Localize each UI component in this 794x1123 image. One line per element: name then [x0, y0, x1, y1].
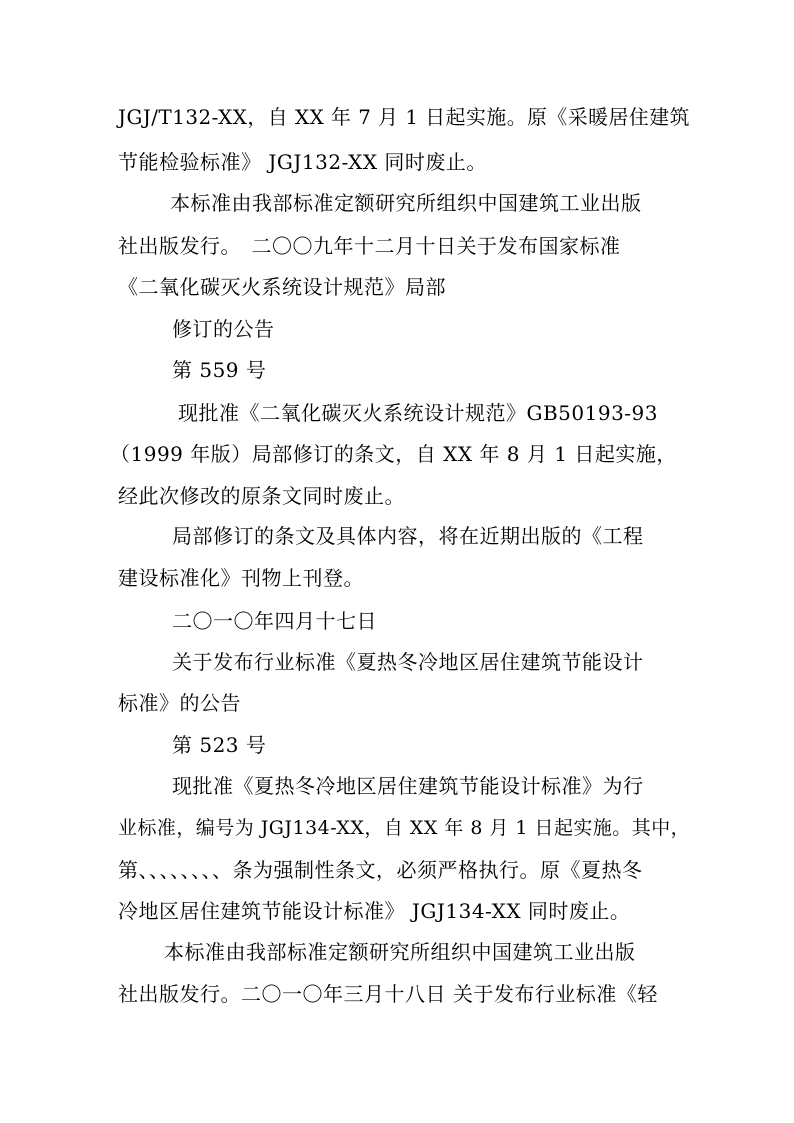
text-line: 第 523 号 [172, 733, 267, 757]
text-line: 社出版发行。二〇一〇年三月十八日 关于发布行业标准《轻 [118, 982, 658, 1006]
text-line: 现批准《夏热冬冷地区居住建筑节能设计标准》为行 [172, 774, 644, 798]
text-line: 现批准《二氧化碳灭火系统设计规范》GB50193-93 [178, 401, 659, 425]
text-line: 标准》的公告 [118, 691, 241, 715]
text-line: 第 559 号 [172, 358, 267, 382]
text-line: JGJ/T132-XX，自 XX 年 7 月 1 日起实施。原《采暖居住建筑 [118, 106, 690, 129]
text-line: 节能检验标准》 JGJ132-XX 同时废止。 [118, 150, 487, 174]
text-line: 《二氧化碳灭火系统设计规范》局部 [118, 275, 446, 299]
text-line: 第、、、、、、、、条为强制性条文，必须严格执行。原《夏热冬 [118, 858, 643, 882]
text-line: 业标准，编号为 JGJ134-XX，自 XX 年 8 月 1 日起实施。其中， [118, 817, 691, 839]
text-line: 冷地区居住建筑节能设计标准》 JGJ134-XX 同时废止。 [118, 899, 631, 923]
text-line: 社出版发行。 二〇〇九年十二月十日关于发布国家标准 [118, 234, 621, 258]
text-line: 本标准由我部标准定额研究所组织中国建筑工业出版 [164, 940, 636, 964]
text-line: 二〇一〇年四月十七日 [172, 609, 377, 633]
text-line: 经此次修改的原条文同时废止。 [118, 484, 405, 508]
text-line: 建设标准化》刊物上刊登。 [118, 566, 364, 590]
text-line: 关于发布行业标准《夏热冬冷地区居住建筑节能设计 [172, 650, 644, 674]
text-line: 修订的公告 [172, 317, 275, 341]
text-line: （1999 年版）局部修订的条文，自 XX 年 8 月 1 日起实施， [110, 442, 677, 466]
text-line: 本标准由我部标准定额研究所组织中国建筑工业出版 [170, 191, 642, 215]
text-line: 局部修订的条文及具体内容，将在近期出版的《工程 [172, 524, 644, 548]
